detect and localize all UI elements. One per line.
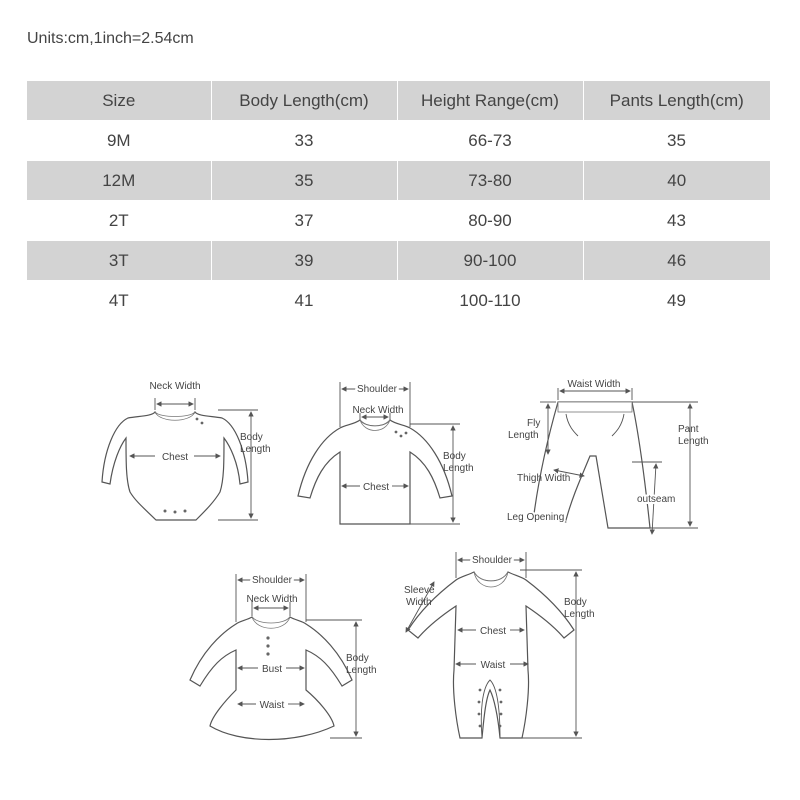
shirt-diagram [298,382,474,524]
romper-shoulder-label: Shoulder [471,555,513,566]
dress-outline [190,617,352,740]
cell-body-length: 33 [211,121,397,161]
romper-sleeve-label-2: Width [406,597,432,608]
romper-diagram [404,552,595,738]
header-height-range: Height Range(cm) [397,81,583,121]
dress-neck-label: Neck Width [246,594,298,605]
dress-shoulder-label: Shoulder [251,575,293,586]
pants-waist-label: Waist Width [567,379,621,390]
bodysuit-outline [102,412,248,520]
cell-pants-length: 35 [583,121,770,161]
pants-outline [534,402,650,528]
cell-body-length: 35 [211,161,397,201]
dress-diagram [190,574,377,740]
cell-height-range: 90-100 [397,241,583,281]
dress-waist-label: Waist [259,700,285,711]
romper-body-label-2: Length [564,609,595,620]
pants-pant-label-1: Pant [678,424,699,435]
cell-pants-length: 46 [583,241,770,281]
bodysuit-chest-label: Chest [161,452,189,463]
cell-height-range: 80-90 [397,201,583,241]
shirt-outline [298,420,452,524]
cell-pants-length: 49 [583,281,770,321]
header-size: Size [27,81,211,121]
table-row [27,241,770,281]
header-body-length: Body Length(cm) [211,81,397,121]
cell-body-length: 39 [211,241,397,281]
romper-waist-label: Waist [480,660,506,671]
shirt-body-label-2: Length [443,463,474,474]
pants-fly-label-1: Fly [527,418,541,429]
pants-diagram [507,379,709,534]
cell-size: 12M [27,161,211,201]
romper-body-label-1: Body [564,597,587,608]
shirt-body-label-1: Body [443,451,466,462]
measurement-diagrams [0,360,800,800]
pants-leg-opening-label: Leg Opening [507,512,565,523]
romper-outline [408,572,574,738]
table-header-row [27,81,770,121]
cell-size: 4T [27,281,211,321]
cell-height-range: 66-73 [397,121,583,161]
cell-size: 2T [27,201,211,241]
bodysuit-diagram [102,381,271,520]
bodysuit-body-label-2: Length [240,444,271,455]
romper-sleeve-label-1: Sleeve [404,585,435,596]
cell-body-length: 41 [211,281,397,321]
cell-body-length: 37 [211,201,397,241]
pants-waistband [558,402,632,412]
bodysuit-neck-label: Neck Width [149,381,201,392]
units-note: Units:cm,1inch=2.54cm [27,30,194,47]
shirt-shoulder-label: Shoulder [356,384,398,395]
shirt-chest-label: Chest [362,482,390,493]
cell-size: 3T [27,241,211,281]
romper-chest-label: Chest [479,626,507,637]
pants-pant-label-2: Length [678,436,709,447]
table-row [27,121,770,161]
table-row [27,201,770,241]
cell-size: 9M [27,121,211,161]
cell-pants-length: 40 [583,161,770,201]
dress-bust-label: Bust [261,664,283,675]
pants-fly-label-2: Length [508,430,539,441]
dress-body-label-1: Body [346,653,369,664]
cell-pants-length: 43 [583,201,770,241]
bodysuit-body-label-1: Body [240,432,263,443]
cell-height-range: 100-110 [397,281,583,321]
header-pants-length: Pants Length(cm) [583,81,770,121]
shirt-neck-label: Neck Width [352,405,404,416]
pants-outseam-label: outseam [637,494,676,505]
dress-body-label-2: Length [346,665,377,676]
table-row [27,161,770,201]
pants-thigh-label: Thigh Width [517,473,571,484]
table-row [27,281,770,321]
size-chart-table [27,81,771,321]
cell-height-range: 73-80 [397,161,583,201]
